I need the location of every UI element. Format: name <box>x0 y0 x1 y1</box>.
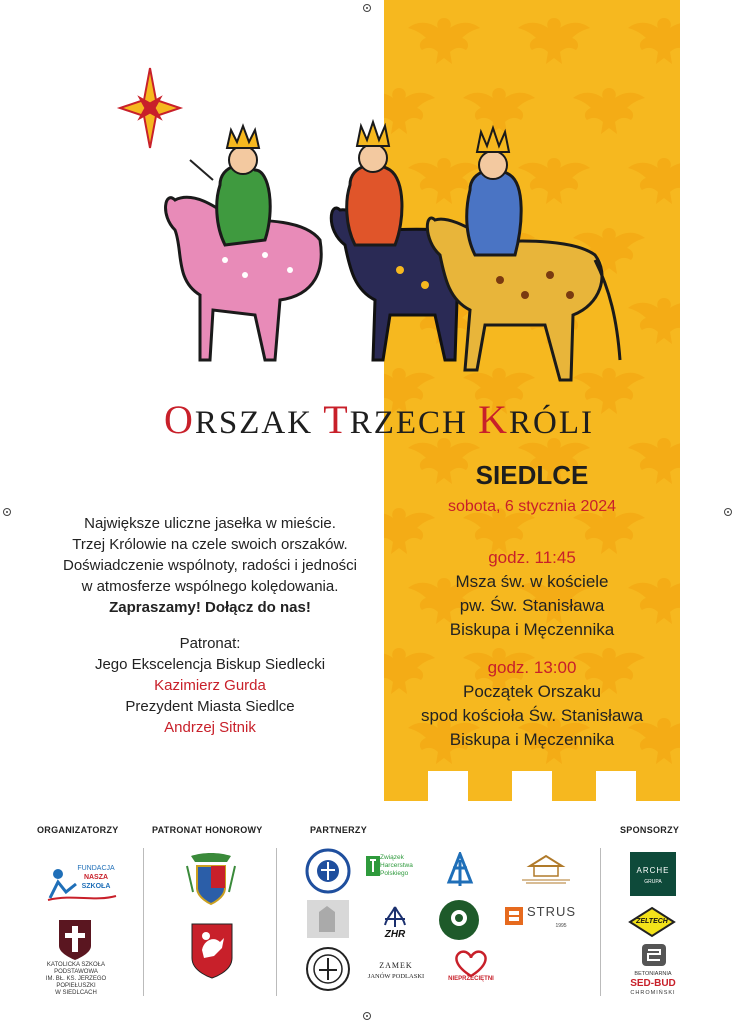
eagle-row-1 <box>408 18 680 64</box>
logo-text: STRUS <box>527 904 577 919</box>
logo-text: JANÓW PODLASKI <box>367 973 425 980</box>
patronage-heading: Patronat: <box>179 635 241 652</box>
catholic-school-label <box>30 962 122 997</box>
logo-text: W SIEDLCACH <box>55 990 97 996</box>
bishop-name: Kazimierz Gurda <box>154 677 266 694</box>
king-green <box>217 126 270 245</box>
schedule-desc-2 <box>402 680 662 752</box>
intro-text <box>20 513 400 618</box>
event-title: ORSZAK TRZECH KRÓLI <box>163 397 595 442</box>
logo-text: SZKOŁA <box>81 883 111 890</box>
logo-text: GRUPA <box>644 879 662 885</box>
schedule-line: pw. Św. Stanisława <box>459 596 605 615</box>
honorary-heading: PATRONAT HONOROWY <box>152 825 263 835</box>
schedule-line: Msza św. w kościele <box>455 572 609 591</box>
akcja-katolicka-logo <box>445 852 475 888</box>
logo-text: ARCHE <box>636 866 670 875</box>
green-round-logo <box>437 898 481 942</box>
banner-tooth <box>636 771 680 801</box>
logo-text: FUNDACJA <box>77 865 115 872</box>
schedule-line: spod kościoła Św. Stanisława <box>420 706 644 725</box>
logo-text: KATOLICKA SZKOŁA PODSTAWOWA <box>46 962 106 975</box>
registration-mark <box>363 4 371 12</box>
city-name: SIEDLCE <box>475 460 589 490</box>
banner-tooth <box>384 771 428 801</box>
organizers-heading: ORGANIZATORZY <box>37 825 119 835</box>
logo-text: Związek <box>380 854 404 861</box>
registration-mark <box>724 508 732 516</box>
king-red <box>347 122 402 245</box>
footer-divider <box>276 848 277 996</box>
sed-bud-label: SED-BUD <box>630 978 676 989</box>
bishop-title: Jego Ekscelencja Biskup Siedlecki <box>94 656 326 673</box>
intro-line: Doświadczenie wspólnoty, radości i jedności <box>62 557 358 574</box>
logo-text: ZAMEK <box>379 961 413 970</box>
mayor-name: Andrzej Sitnik <box>164 719 256 736</box>
partner-gray-logo <box>305 898 351 940</box>
star-icon <box>120 68 180 148</box>
logo-text: IM. BŁ. KS. JERZEGO POPIEŁUSZKI <box>45 976 107 989</box>
footer-divider <box>600 848 601 996</box>
partners-heading: PARTNERZY <box>310 825 368 835</box>
schedule-time-2: godz. 13:00 <box>487 658 577 677</box>
intro-line: Największe uliczne jasełka w mieście. <box>84 515 336 532</box>
zhr-logo <box>377 905 413 940</box>
registration-mark <box>3 508 11 516</box>
logo-text: NIEPRZECIĘTNI <box>448 976 494 982</box>
fundacja-nasza-szkola-logo <box>44 862 119 904</box>
sed-bud-sub-label: CHROMIŃSKI <box>630 990 676 996</box>
banner-tooth <box>468 771 512 801</box>
sponsors-heading: SPONSORZY <box>620 825 680 835</box>
schedule-desc-1 <box>402 570 662 642</box>
schedule-line: Biskupa i Męczennika <box>449 620 615 639</box>
schedule-line: Biskupa i Męczennika <box>449 730 615 749</box>
sed-bud-top-label: BETONIARNIA <box>634 971 672 977</box>
king-blue <box>467 128 521 255</box>
strus-logo <box>503 904 577 929</box>
bishop-coat-of-arms <box>183 852 239 908</box>
logo-text: 1995 <box>555 923 567 929</box>
logo-text: ZELTECH <box>636 918 668 925</box>
logo-text: NASZA <box>83 874 109 881</box>
patronage-block <box>20 633 400 738</box>
registration-mark <box>363 1012 371 1020</box>
schedule-time-1: godz. 11:45 <box>488 548 576 567</box>
arche-logo <box>630 852 676 896</box>
sed-bud-logo <box>640 942 668 968</box>
siedlce-coat-of-arms <box>188 920 236 980</box>
logo-text: Polskiego <box>380 870 409 877</box>
footer-divider <box>143 848 144 996</box>
event-date: sobota, 6 stycznia 2024 <box>447 498 617 515</box>
invite-line: Zapraszamy! Dołącz do nas! <box>109 599 311 616</box>
schedule-line: Początek Orszaku <box>463 682 601 701</box>
intro-line: Trzej Królowie na czele swoich orszaków. <box>72 536 348 553</box>
logo-text: Harcerstwa <box>380 862 413 869</box>
partner-round-logo <box>305 946 351 992</box>
three-kings-illustration <box>105 60 625 400</box>
banner-tooth <box>552 771 596 801</box>
zhp-logo <box>366 852 426 882</box>
nieprzecietni-logo <box>448 948 494 982</box>
catholic-school-logo <box>55 918 95 960</box>
library-logo <box>516 852 576 886</box>
logo-text: ZHR <box>384 929 406 940</box>
intro-line: w atmosferze wspólnego kolędowania. <box>81 578 339 595</box>
mayor-title: Prezydent Miasta Siedlce <box>125 698 295 715</box>
zeltech-logo <box>628 906 676 938</box>
liceum-logo <box>305 848 351 894</box>
